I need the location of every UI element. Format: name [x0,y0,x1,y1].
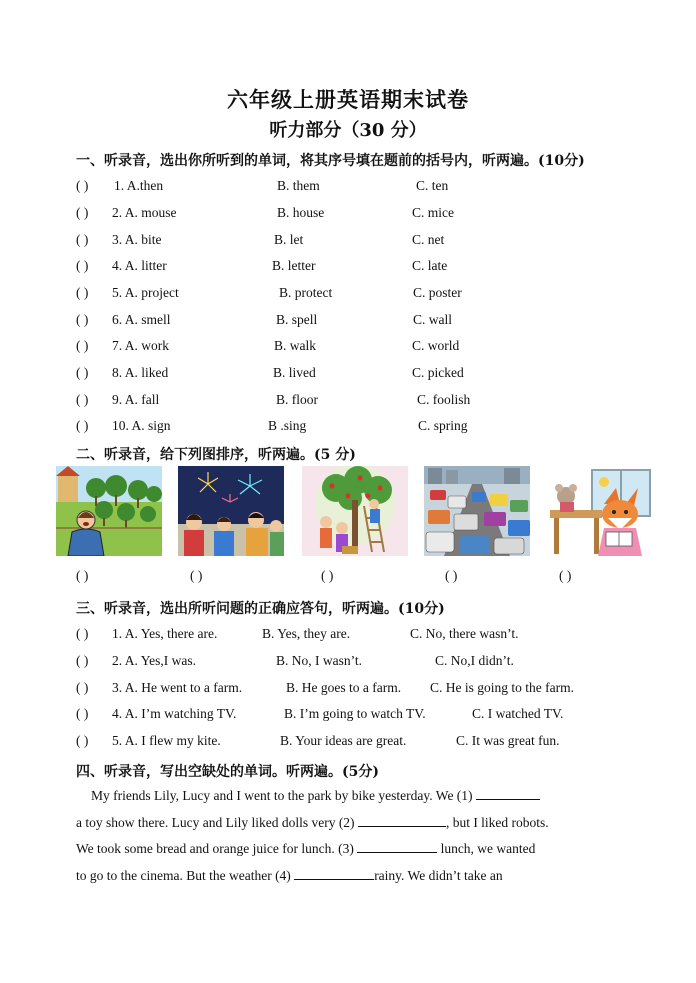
answer-bracket[interactable]: ( ) [76,205,89,220]
answer-bracket[interactable]: ( ) [76,285,89,300]
answer-bracket[interactable]: ( ) [76,568,89,583]
blank-2-input[interactable] [358,813,446,827]
fireworks-crowd-icon [178,466,284,556]
answer-bracket[interactable]: ( ) [76,392,89,407]
answer-bracket[interactable]: ( ) [76,418,89,433]
answer-bracket[interactable]: ( ) [76,680,89,695]
blank-4-input[interactable] [294,866,374,880]
page-title: 六年级上册英语期末试卷 [227,87,469,112]
fox-reading-icon [546,466,652,556]
answer-bracket[interactable]: ( ) [76,312,89,327]
answer-bracket[interactable]: ( ) [559,568,572,583]
answer-bracket[interactable]: ( ) [76,653,89,668]
section3-heading: 三、听录音，选出所听问题的正确应答句，听两遍。(10分) [76,601,445,617]
section1-heading: 一、听录音，选出你所听到的单词，将其序号填在题前的括号内，听两遍。(10分) [76,153,585,169]
blank-1-input[interactable] [476,786,540,800]
answer-bracket[interactable]: ( ) [76,338,89,353]
answer-bracket[interactable]: ( ) [445,568,458,583]
answer-bracket[interactable]: ( ) [190,568,203,583]
apple-picking-icon [302,466,408,556]
answer-bracket[interactable]: ( ) [76,178,89,193]
blank-3-input[interactable] [357,839,437,853]
answer-bracket[interactable]: ( ) [321,568,334,583]
cloze-line: My friends Lily, Lucy and I went to the park by bike yesterday. We (1) [76,783,624,810]
cloze-paragraph [76,783,624,890]
section2-heading: 二、听录音，给下列图排序，听两遍。(5 分) [76,447,356,463]
answer-bracket[interactable]: ( ) [76,626,89,641]
cloze-line: a toy show there. Lucy and Lily liked dolls very (2) , but I liked robots. [76,814,549,830]
cloze-line: to go to the cinema. But the weather (4) rainy. We didn’t take an [76,868,503,884]
picture-row [56,466,661,558]
page-subtitle: 听力部分（30 分） [269,120,427,141]
answer-bracket[interactable]: ( ) [76,258,89,273]
exam-page: 六年级上册英语期末试卷 听力部分（30 分） 一、听录音，选出你所听到的单词，将其序号填在题前的括号内，听两遍。(10分) ( ) 1. A.then B. them C. ten ( ) 2. A. mouse B. house C. mice ( ) 3. A. bite B. let C. net ( ) 4. A. litter B. letter C. late ( ) 5. A. project B. protect C. poster ( ) 6. A. smell B. spell C. wall ( ) 7. A. work B. walk C. world ( ) 8. A. liked B. lived C. picked ( ) 9. A. fall B. floor C. foolish ( ) 10. A. sign B .sing C. spring 二、听录音，给下列图排序，听两遍。(5 分) ( ) ( ) ( ) ( ) ( ) 三、听录音，选出所听问题的正确应答句，听两遍。(10分) ( ) 1. A. Yes, there are. B. Yes, they are. C. No, there wasn’t. ( ) 2. A. Yes,I was. B. No, I wasn’t. C. No,I didn’t. ( ) 3. A. He went to a farm. B. He goes to a farm. C. He is going to the farm. ( ) 4. A. I’m watching TV. B. I’m going to watch TV. C. I watched TV. ( ) 5. A. I flew my kite. B. Your ideas are great. C. It was great fun. 四、听录音，写出空缺处的单词。听两遍。(5分) My friends Lily, Lucy and I went to the park by bike yesterday. We (1) a toy show there. Lucy and Lily liked dolls very (2) , but I liked robots. We took some bread and orange juice for lunch. (3) lunch, we wanted to go to the cinema. But the weather (4) rainy. We didn’t take an [0,0,696,983]
answer-bracket[interactable]: ( ) [76,365,89,380]
picture-order-blanks [76,568,636,588]
section4-heading: 四、听录音，写出空缺处的单词。听两遍。(5分) [76,764,379,780]
cloze-line: We took some bread and orange juice for lunch. (3) lunch, we wanted [76,841,536,857]
farmer-in-orchard-icon [56,466,162,556]
answer-bracket[interactable]: ( ) [76,232,89,247]
answer-bracket[interactable]: ( ) [76,706,89,721]
answer-bracket[interactable]: ( ) [76,733,89,748]
traffic-jam-icon [424,466,530,556]
